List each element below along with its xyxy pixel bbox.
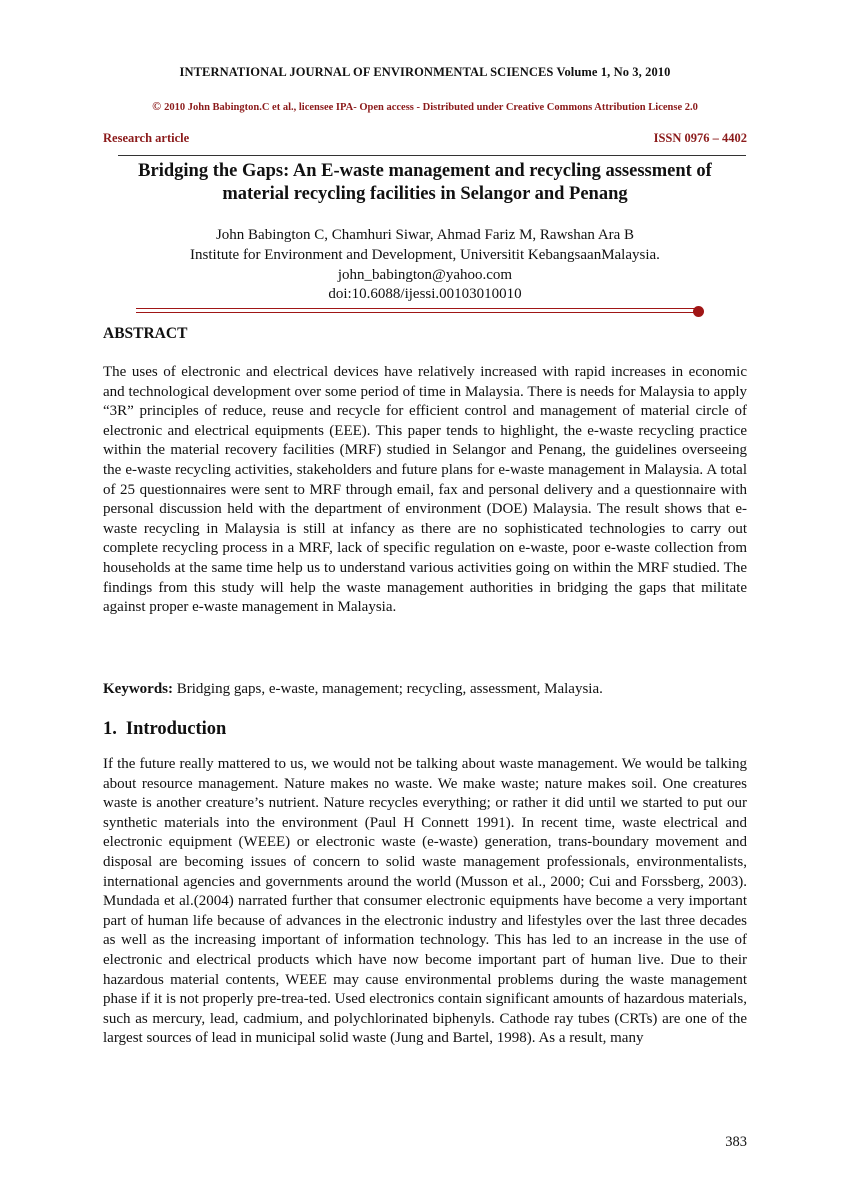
license-text: 2010 John Babington.C et al., licensee IPA- Open access - Distributed under Creative Commons Attribution License 2.0 (164, 102, 698, 113)
keywords-text: Bridging gaps, e-waste, management; recycling, assessment, Malaysia. (173, 681, 603, 697)
affiliation: Institute for Environment and Development, Universitit KebangsaanMalaysia. (190, 246, 660, 263)
paper-title: Bridging the Gaps: An E-waste management and recycling assessment of material recycling facilities in Selangor and Penang (138, 161, 712, 204)
author-block (103, 226, 747, 305)
divider-dot-icon (693, 306, 704, 317)
section-title: Introduction (125, 719, 227, 739)
doi[interactable]: doi:10.6088/ijessi.00103010010 (328, 286, 522, 303)
article-type: Research article (103, 131, 190, 145)
page-number: 383 (725, 1134, 747, 1150)
authors: John Babington C, Chamhuri Siwar, Ahmad Fariz M, Rawshan Ara B (215, 227, 635, 243)
keywords (103, 680, 747, 700)
license-line (0, 99, 850, 114)
section-number: 1. (103, 719, 117, 739)
decorative-divider (136, 305, 704, 319)
journal-header: INTERNATIONAL JOURNAL OF ENVIRONMENTAL SCIENCES Volume 1, No 3, 2010 (179, 65, 671, 79)
keywords-label: Keywords: (103, 681, 173, 697)
abstract-text: The uses of electronic and electrical devices have relatively increased with rapid increases in economic and technological development over some period of time in Malaysia. There is needs for Malaysia to apply “3R” principles of reduce, reuse and recycle for efficient control and management of material circle of electronic and electrical equipments (EEE). This paper tends to highlight, the e-waste recycling practice within the material recovery facilities (MRF) studied in Selangor and Penang, the guidelines overseeing the e-waste recycling activities, stakeholders and future plans for e-waste management in Malaysia. A total of 25 questionnaires were sent to MRF through email, fax and personal delivery and a questionnaire with personal discussion held with the department of environment (DOE) Malaysia. The result shows that e-waste recycling in Malaysia is still at infancy as there are no sophisticated technologies to carry out complete recycling process in a MRF, lack of specific regulation on e-waste, poor e-waste collection from households at the same time help us to understand various activities going on within the MRF studied. The findings from this study will help the waste management authorities in bridging the gaps that militate against proper e-waste management in Malaysia. (103, 364, 747, 616)
header-divider (118, 155, 746, 156)
introduction-text: If the future really mattered to us, we would not be talking about waste management. We would be talking about resource management. Nature makes no waste. We make waste; nature makes soil. One creatures waste is another creature’s nutrient. Nature recycles everything; or rather it did until we started to put our synthetic materials into the environment (Paul H Connett 1991). In recent time, waste electrical and electronic equipment (WEEE) or electronic waste (e-waste) generation, trans-boundary movement and disposal are becoming issues of concern to solid waste management professionals, environmentalists, international agencies and governments around the world (Musson et al., 2000; Cui and Forssberg, 2003). Mundada et al.(2004) narrated further that consumer electronic equipments have become a very important part of human life because of advances in the electronic industry and lifestyles over the last three decades as well as the increasing important of information technology. This has led to an increase in the use of electronic and electrical products which have now become important part of human live. Due to their hazardous material contents, WEEE may cause environmental problems during the waste management phase if it is not properly pre-trea-ted. Used electronics contain significant amounts of hazardous materials, such as mercury, lead, cadmium, and polychlorinated biphenyls. Cathode ray tubes (CRTs) are one of the largest sources of lead in municipal solid waste (Jung and Bartel, 1998). As a result, many (103, 756, 747, 1047)
copyright-icon: © (152, 99, 162, 113)
section-heading-introduction (103, 719, 226, 740)
abstract-heading: ABSTRACT (103, 325, 188, 342)
author-email[interactable]: john_babington@yahoo.com (337, 266, 513, 283)
issn: ISSN 0976 – 4402 (653, 131, 747, 145)
